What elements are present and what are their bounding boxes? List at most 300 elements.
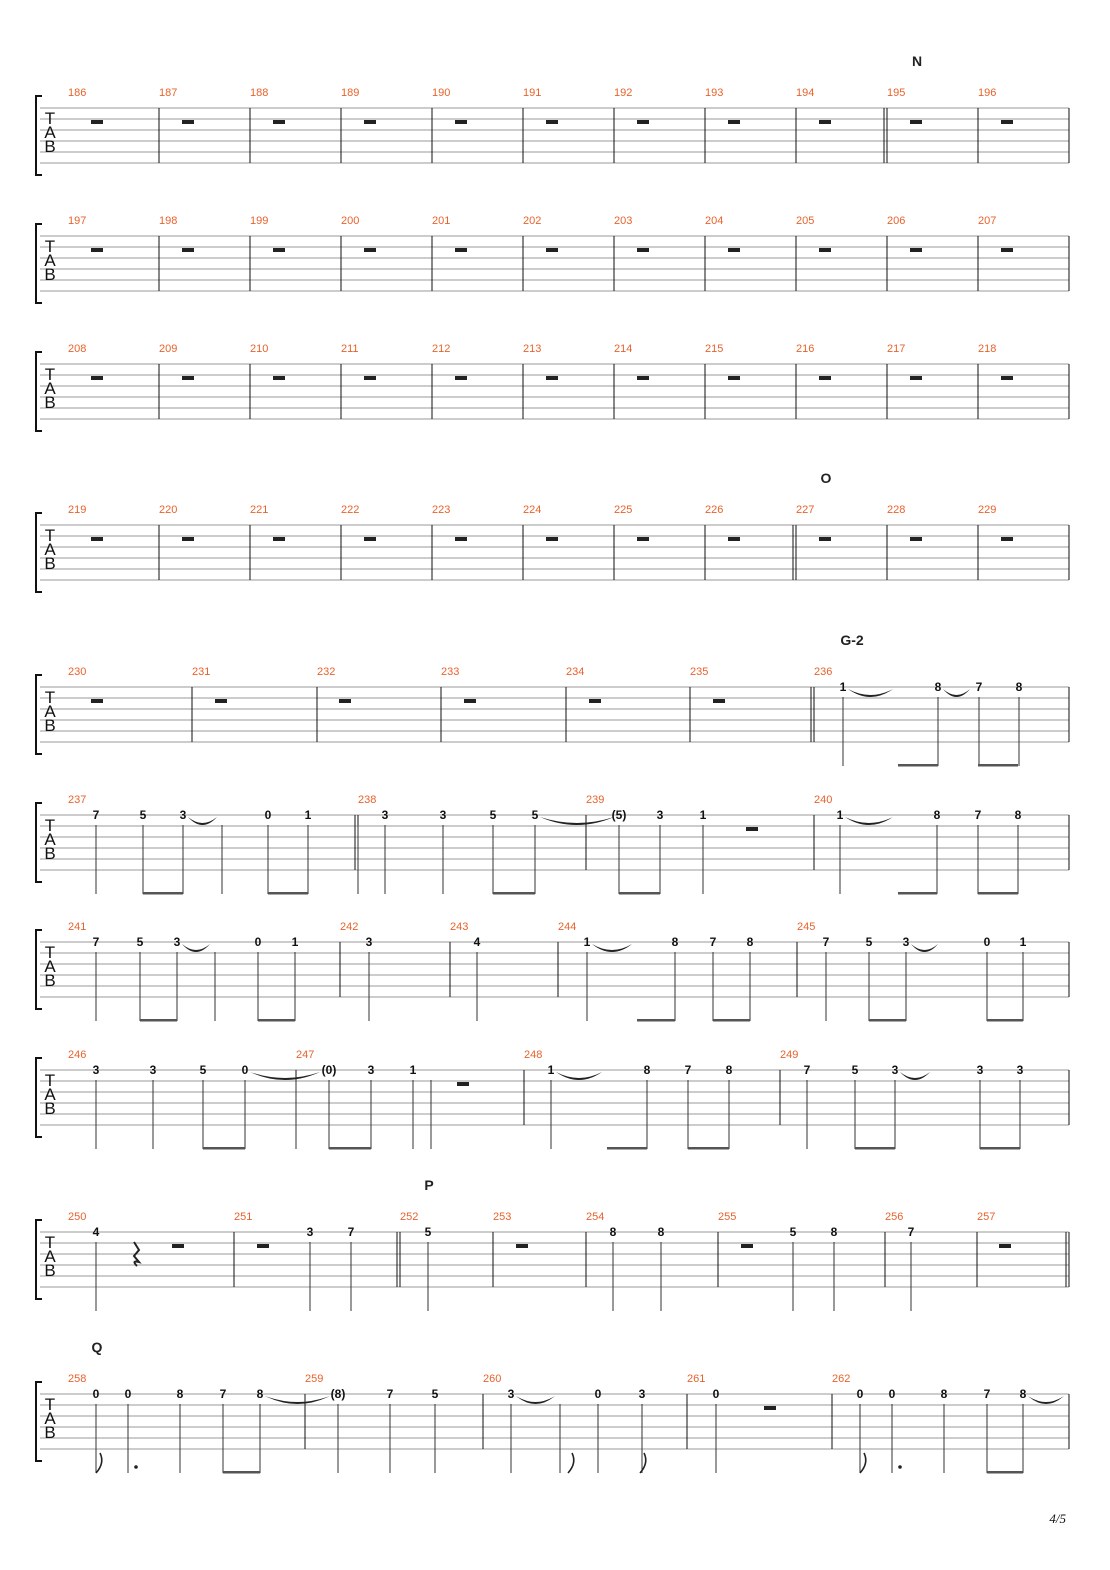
tie-arc bbox=[188, 817, 217, 825]
fret-number: 8 bbox=[830, 1225, 838, 1239]
tie-arc bbox=[250, 1072, 320, 1080]
fret-number: 7 bbox=[975, 680, 983, 694]
rest-mark bbox=[637, 248, 649, 252]
measure-number: 257 bbox=[977, 1211, 996, 1223]
measure-number: 238 bbox=[358, 794, 377, 806]
rest-mark bbox=[273, 537, 285, 541]
measure-number: 193 bbox=[705, 87, 724, 99]
fret-number: 5 bbox=[199, 1063, 207, 1077]
tab-clef-letter: T bbox=[44, 816, 56, 835]
rest-mark bbox=[364, 248, 376, 252]
rest-mark bbox=[910, 376, 922, 380]
fret-number: 3 bbox=[976, 1063, 984, 1077]
section-marker: P bbox=[424, 1177, 434, 1193]
fret-number: 8 bbox=[671, 935, 679, 949]
measure-number: 226 bbox=[705, 504, 724, 516]
page-number: 4/5 bbox=[1049, 1511, 1066, 1526]
rest-mark bbox=[91, 699, 103, 703]
tab-clef-letter: T bbox=[44, 1071, 56, 1090]
fret-number: 7 bbox=[684, 1063, 692, 1077]
rest-mark bbox=[182, 120, 194, 124]
rest-mark bbox=[910, 537, 922, 541]
fret-number: 0 bbox=[264, 808, 272, 822]
rest-mark bbox=[273, 248, 285, 252]
rest-mark bbox=[182, 376, 194, 380]
tab-clef-letter: A bbox=[44, 702, 56, 721]
measure-number: 190 bbox=[432, 87, 451, 99]
fret-number: 1 bbox=[291, 935, 299, 949]
measure-number: 209 bbox=[159, 343, 178, 355]
fret-number: 3 bbox=[891, 1063, 899, 1077]
measure-number: 251 bbox=[234, 1211, 253, 1223]
fret-number: 7 bbox=[92, 808, 100, 822]
rest-mark bbox=[273, 120, 285, 124]
beam bbox=[987, 1471, 1023, 1474]
rest-mark bbox=[364, 376, 376, 380]
measure-number: 187 bbox=[159, 87, 178, 99]
rest-mark bbox=[713, 699, 725, 703]
rest-mark bbox=[746, 827, 758, 831]
fret-number: 7 bbox=[803, 1063, 811, 1077]
rest-mark bbox=[464, 699, 476, 703]
fret-number: 5 bbox=[851, 1063, 859, 1077]
tab-system bbox=[36, 1339, 1069, 1474]
note-flag bbox=[640, 1453, 646, 1473]
measure-number: 239 bbox=[586, 794, 605, 806]
measure-number: 252 bbox=[400, 1211, 419, 1223]
fret-number: 3 bbox=[365, 935, 373, 949]
tie-arc bbox=[1028, 1396, 1064, 1404]
fret-number: 8 bbox=[934, 680, 942, 694]
measure-number: 200 bbox=[341, 215, 360, 227]
measure-number: 227 bbox=[796, 504, 815, 516]
tie-arc bbox=[592, 944, 632, 952]
measure-number: 246 bbox=[68, 1049, 87, 1061]
tab-system bbox=[36, 53, 1069, 175]
fret-number: (5) bbox=[611, 808, 627, 822]
tie-arc bbox=[900, 1072, 930, 1080]
measure-number: 243 bbox=[450, 921, 469, 933]
dot-mark bbox=[134, 1465, 138, 1469]
measure-number: 225 bbox=[614, 504, 633, 516]
measure-number: 234 bbox=[566, 666, 585, 678]
measure-number: 189 bbox=[341, 87, 360, 99]
tie-arc bbox=[943, 689, 970, 697]
fret-number: 5 bbox=[531, 808, 539, 822]
measure-number: 191 bbox=[523, 87, 542, 99]
tab-clef-letter: B bbox=[44, 716, 56, 735]
rest-mark bbox=[819, 120, 831, 124]
rest-mark bbox=[764, 1406, 776, 1410]
measure-number: 223 bbox=[432, 504, 451, 516]
beam bbox=[329, 1147, 371, 1150]
fret-number: 0 bbox=[594, 1387, 602, 1401]
rest-mark bbox=[91, 537, 103, 541]
fret-number: 5 bbox=[136, 935, 144, 949]
tab-clef-letter: A bbox=[44, 123, 56, 142]
tab-clef-letter: A bbox=[44, 1409, 56, 1428]
beam bbox=[713, 1019, 750, 1022]
rest-mark bbox=[1001, 376, 1013, 380]
fret-number: 5 bbox=[139, 808, 147, 822]
measure-number: 201 bbox=[432, 215, 451, 227]
measure-number: 204 bbox=[705, 215, 724, 227]
beam bbox=[978, 764, 1018, 767]
tab-clef-letter: T bbox=[44, 1233, 56, 1252]
beam bbox=[637, 1019, 675, 1022]
note-flag bbox=[568, 1453, 574, 1473]
measure-number: 197 bbox=[68, 215, 87, 227]
fret-number: 8 bbox=[609, 1225, 617, 1239]
fret-number: 0 bbox=[856, 1387, 864, 1401]
rest-mark bbox=[364, 537, 376, 541]
measure-number: 236 bbox=[814, 666, 833, 678]
measure-number: 250 bbox=[68, 1211, 87, 1223]
beam bbox=[140, 1019, 177, 1022]
fret-number: 3 bbox=[439, 808, 447, 822]
fret-number: 8 bbox=[1014, 808, 1022, 822]
tie-arc bbox=[848, 689, 893, 697]
measure-number: 195 bbox=[887, 87, 906, 99]
tab-clef-letter: B bbox=[44, 393, 56, 412]
tie-arc bbox=[845, 817, 893, 825]
fret-number: 7 bbox=[822, 935, 830, 949]
beam bbox=[980, 1147, 1020, 1150]
fret-number: 5 bbox=[489, 808, 497, 822]
fret-number: 3 bbox=[507, 1387, 515, 1401]
measure-number: 220 bbox=[159, 504, 178, 516]
rest-mark bbox=[728, 537, 740, 541]
fret-number: 8 bbox=[940, 1387, 948, 1401]
beam bbox=[898, 764, 938, 767]
measure-number: 213 bbox=[523, 343, 542, 355]
rest-mark bbox=[91, 248, 103, 252]
rest-mark bbox=[457, 1082, 469, 1086]
rest-mark bbox=[455, 376, 467, 380]
measure-number: 208 bbox=[68, 343, 87, 355]
tab-system bbox=[36, 1049, 1069, 1150]
tab-clef-letter: A bbox=[44, 1085, 56, 1104]
fret-number: 8 bbox=[933, 808, 941, 822]
beam bbox=[223, 1471, 260, 1474]
measure-number: 249 bbox=[780, 1049, 799, 1061]
fret-number: 8 bbox=[643, 1063, 651, 1077]
beam bbox=[978, 892, 1018, 895]
measure-number: 211 bbox=[341, 343, 359, 355]
systems-layer bbox=[36, 53, 1069, 1474]
fret-number: 7 bbox=[92, 935, 100, 949]
dot-mark bbox=[898, 1465, 902, 1469]
fret-number: 8 bbox=[1019, 1387, 1027, 1401]
beam bbox=[688, 1147, 729, 1150]
measure-number: 237 bbox=[68, 794, 87, 806]
measure-number: 207 bbox=[978, 215, 997, 227]
fret-number: 7 bbox=[219, 1387, 227, 1401]
rest-mark bbox=[728, 376, 740, 380]
tab-clef-letter: B bbox=[44, 1261, 56, 1280]
measure-number: 199 bbox=[250, 215, 269, 227]
tab-clef-letter: T bbox=[44, 365, 56, 384]
tab-clef-letter: A bbox=[44, 957, 56, 976]
fret-number: 1 bbox=[699, 808, 707, 822]
measure-number: 229 bbox=[978, 504, 997, 516]
measure-number: 254 bbox=[586, 1211, 605, 1223]
rest-mark bbox=[215, 699, 227, 703]
rest-mark bbox=[273, 376, 285, 380]
fret-number: 4 bbox=[92, 1225, 100, 1239]
fret-number: 3 bbox=[656, 808, 664, 822]
measure-number: 210 bbox=[250, 343, 269, 355]
measure-number: 222 bbox=[341, 504, 360, 516]
beam bbox=[258, 1019, 295, 1022]
measure-number: 230 bbox=[68, 666, 87, 678]
beam bbox=[619, 892, 660, 895]
rest-mark bbox=[637, 537, 649, 541]
measure-number: 260 bbox=[483, 1373, 502, 1385]
rest-mark bbox=[637, 376, 649, 380]
measure-number: 216 bbox=[796, 343, 815, 355]
measure-number: 228 bbox=[887, 504, 906, 516]
fret-number: (0) bbox=[321, 1063, 337, 1077]
fret-number: 3 bbox=[381, 808, 389, 822]
measure-number: 261 bbox=[687, 1373, 706, 1385]
fret-number: 0 bbox=[124, 1387, 132, 1401]
fret-number: 7 bbox=[347, 1225, 355, 1239]
rest-mark bbox=[1001, 248, 1013, 252]
section-marker: N bbox=[911, 53, 923, 69]
rest-mark bbox=[455, 248, 467, 252]
measure-number: 247 bbox=[296, 1049, 315, 1061]
fret-number: 3 bbox=[367, 1063, 375, 1077]
tab-system bbox=[36, 215, 1069, 303]
rest-mark bbox=[819, 537, 831, 541]
fret-number: 3 bbox=[1016, 1063, 1024, 1077]
fret-number: 5 bbox=[865, 935, 873, 949]
fret-number: (8) bbox=[330, 1387, 346, 1401]
tab-clef-letter: T bbox=[44, 1395, 56, 1414]
measure-number: 192 bbox=[614, 87, 633, 99]
tab-clef-letter: T bbox=[44, 109, 56, 128]
measure-number: 194 bbox=[796, 87, 815, 99]
tab-system bbox=[36, 343, 1069, 431]
measure-number: 258 bbox=[68, 1373, 87, 1385]
rest-mark bbox=[91, 376, 103, 380]
fret-number: 8 bbox=[725, 1063, 733, 1077]
measure-number: 212 bbox=[432, 343, 451, 355]
fret-number: 3 bbox=[306, 1225, 314, 1239]
rest-mark bbox=[1001, 537, 1013, 541]
tab-system bbox=[36, 470, 1069, 592]
tab-system bbox=[36, 1177, 1069, 1311]
rest-mark bbox=[339, 699, 351, 703]
beam bbox=[987, 1019, 1023, 1022]
measure-number: 203 bbox=[614, 215, 633, 227]
tab-clef-letter: A bbox=[44, 830, 56, 849]
tab-clef-letter: B bbox=[44, 971, 56, 990]
beam bbox=[143, 892, 183, 895]
rest-mark bbox=[172, 1244, 184, 1248]
fret-number: 4 bbox=[473, 935, 481, 949]
fret-number: 8 bbox=[1015, 680, 1023, 694]
fret-number: 1 bbox=[304, 808, 312, 822]
fret-number: 3 bbox=[902, 935, 910, 949]
section-marker: O bbox=[820, 470, 832, 486]
fret-number: 8 bbox=[176, 1387, 184, 1401]
fret-number: 1 bbox=[836, 808, 844, 822]
beam bbox=[898, 892, 937, 895]
tab-clef-letter: B bbox=[44, 265, 56, 284]
measure-number: 188 bbox=[250, 87, 269, 99]
measure-number: 232 bbox=[317, 666, 336, 678]
tab-clef-letter: A bbox=[44, 251, 56, 270]
rest-mark bbox=[546, 248, 558, 252]
measure-number: 240 bbox=[814, 794, 833, 806]
tie-arc bbox=[556, 1072, 602, 1080]
rest-mark bbox=[910, 120, 922, 124]
measure-number: 248 bbox=[524, 1049, 543, 1061]
tab-clef-letter: T bbox=[44, 688, 56, 707]
fret-number: 0 bbox=[92, 1387, 100, 1401]
tab-clef-letter: A bbox=[44, 540, 56, 559]
tab-clef-letter: B bbox=[44, 1099, 56, 1118]
fret-number: 3 bbox=[179, 808, 187, 822]
rest-mark bbox=[455, 537, 467, 541]
measure-number: 224 bbox=[523, 504, 542, 516]
measure-number: 256 bbox=[885, 1211, 904, 1223]
measure-number: 221 bbox=[250, 504, 269, 516]
section-marker: Q bbox=[91, 1339, 103, 1355]
fret-number: 3 bbox=[173, 935, 181, 949]
tab-clef-letter: T bbox=[44, 943, 56, 962]
rest-mark bbox=[364, 120, 376, 124]
rest-mark bbox=[819, 248, 831, 252]
fret-number: 5 bbox=[789, 1225, 797, 1239]
fret-number: 1 bbox=[839, 680, 847, 694]
fret-number: 8 bbox=[746, 935, 754, 949]
tab-system bbox=[36, 632, 1069, 767]
tie-arc bbox=[540, 817, 614, 825]
fret-number: 3 bbox=[92, 1063, 100, 1077]
measure-number: 262 bbox=[832, 1373, 851, 1385]
tab-clef-letter: B bbox=[44, 554, 56, 573]
fret-number: 0 bbox=[241, 1063, 249, 1077]
measure-number: 217 bbox=[887, 343, 906, 355]
beam bbox=[869, 1019, 906, 1022]
section-marker: G-2 bbox=[840, 632, 864, 648]
rest-mark bbox=[546, 120, 558, 124]
tab-clef-letter: A bbox=[44, 1247, 56, 1266]
fret-number: 1 bbox=[409, 1063, 417, 1077]
rest-mark bbox=[182, 248, 194, 252]
measure-number: 198 bbox=[159, 215, 178, 227]
rest-mark bbox=[728, 248, 740, 252]
measure-number: 235 bbox=[690, 666, 709, 678]
rest-mark bbox=[589, 699, 601, 703]
fret-number: 0 bbox=[254, 935, 262, 949]
tab-clef-letter: T bbox=[44, 237, 56, 256]
measure-number: 231 bbox=[192, 666, 211, 678]
measure-number: 215 bbox=[705, 343, 724, 355]
fret-number: 3 bbox=[149, 1063, 157, 1077]
measure-number: 205 bbox=[796, 215, 815, 227]
fret-number: 5 bbox=[431, 1387, 439, 1401]
fret-number: 1 bbox=[547, 1063, 555, 1077]
beam bbox=[268, 892, 308, 895]
fret-number: 7 bbox=[907, 1225, 915, 1239]
measure-number: 259 bbox=[305, 1373, 324, 1385]
beam bbox=[607, 1147, 647, 1150]
fret-number: 7 bbox=[386, 1387, 394, 1401]
rest-mark bbox=[516, 1244, 528, 1248]
fret-number: 3 bbox=[638, 1387, 646, 1401]
fret-number: 0 bbox=[983, 935, 991, 949]
tab-clef-letter: T bbox=[44, 526, 56, 545]
tab-clef-letter: B bbox=[44, 1423, 56, 1442]
rest-mark bbox=[819, 376, 831, 380]
measure-number: 233 bbox=[441, 666, 460, 678]
measure-number: 242 bbox=[340, 921, 359, 933]
tab-clef-letter: B bbox=[44, 137, 56, 156]
rest-mark bbox=[91, 120, 103, 124]
fret-number: 0 bbox=[888, 1387, 896, 1401]
measure-number: 206 bbox=[887, 215, 906, 227]
tie-arc bbox=[516, 1396, 555, 1404]
tie-arc bbox=[911, 944, 938, 952]
measure-number: 219 bbox=[68, 504, 87, 516]
measure-number: 244 bbox=[558, 921, 577, 933]
measure-number: 214 bbox=[614, 343, 633, 355]
rest-mark bbox=[1001, 120, 1013, 124]
measure-number: 186 bbox=[68, 87, 87, 99]
fret-number: 5 bbox=[424, 1225, 432, 1239]
rest-mark bbox=[182, 537, 194, 541]
fret-number: 7 bbox=[983, 1387, 991, 1401]
rest-mark bbox=[455, 120, 467, 124]
rest-mark bbox=[741, 1244, 753, 1248]
measure-number: 245 bbox=[797, 921, 816, 933]
fret-number: 1 bbox=[1019, 935, 1027, 949]
rest-mark bbox=[257, 1244, 269, 1248]
tab-system bbox=[36, 921, 1069, 1022]
measure-number: 255 bbox=[718, 1211, 737, 1223]
fret-number: 7 bbox=[974, 808, 982, 822]
rest-mark bbox=[999, 1244, 1011, 1248]
measure-number: 196 bbox=[978, 87, 997, 99]
fret-number: 8 bbox=[256, 1387, 264, 1401]
measure-number: 218 bbox=[978, 343, 997, 355]
rest-mark bbox=[728, 120, 740, 124]
rest-mark bbox=[637, 120, 649, 124]
beam bbox=[855, 1147, 895, 1150]
fret-number: 0 bbox=[712, 1387, 720, 1401]
fret-number: 1 bbox=[583, 935, 591, 949]
beam bbox=[203, 1147, 245, 1150]
measure-number: 241 bbox=[68, 921, 87, 933]
note-flag bbox=[860, 1453, 866, 1473]
measure-number: 253 bbox=[493, 1211, 512, 1223]
fret-number: 8 bbox=[657, 1225, 665, 1239]
tab-clef-letter: A bbox=[44, 379, 56, 398]
fret-number: 7 bbox=[709, 935, 717, 949]
beam bbox=[493, 892, 535, 895]
rest-mark bbox=[546, 537, 558, 541]
measure-number: 202 bbox=[523, 215, 542, 227]
rest-mark bbox=[910, 248, 922, 252]
note-flag bbox=[96, 1453, 102, 1473]
rest-mark bbox=[546, 376, 558, 380]
tie-arc bbox=[182, 944, 210, 952]
tab-system bbox=[36, 794, 1069, 895]
